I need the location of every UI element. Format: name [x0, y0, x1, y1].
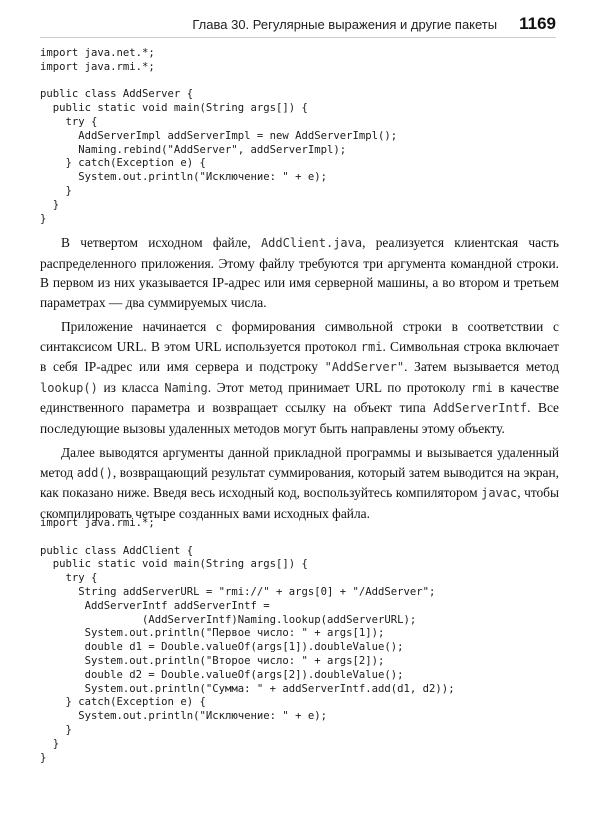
- code-line: }: [40, 751, 47, 764]
- code-line: }: [40, 198, 60, 211]
- inline-code: AddServerIntf: [433, 401, 528, 415]
- code-line: public static void main(String args[]) {: [40, 558, 308, 571]
- code-line: [40, 531, 455, 545]
- code-block-addserver: [40, 47, 397, 226]
- code-line: public static void main(String args[]) {: [40, 102, 308, 115]
- paragraph: Приложение начинается с формирования символьной строки в соответствии с синтаксисом URL. В этом URL используется протокол rmi. Символьная строка включает в себя IP-адрес или имя сервера и подстроку "AddServer". Затем вызывается метод lookup() из класса Naming. Этот метод принимает URL по протоколу rmi в качестве единственного параметра и возвращает ссылку на объект типа AddServerIntf. Все последующие вызовы удаленных методов могут быть направлены этому объекту.: [40, 319, 560, 436]
- code-line: try {: [40, 572, 98, 585]
- code-line: }: [40, 212, 47, 225]
- inline-code: rmi: [470, 380, 493, 395]
- code-line: import java.rmi.*;: [40, 60, 155, 73]
- page-number: 1169: [519, 14, 556, 33]
- code-line: AddServerIntf addServerIntf =: [40, 599, 270, 612]
- inline-code: rmi: [360, 339, 383, 354]
- inline-code: javac: [481, 486, 518, 500]
- code-line: System.out.println("Второе число: " + args[2]);: [40, 654, 385, 667]
- code-line: (AddServerIntf)Naming.lookup(addServerURL);: [40, 613, 417, 626]
- code-line: [40, 75, 397, 89]
- body-text: [40, 233, 559, 528]
- code-line: double d2 = Double.valueOf(args[2]).doubleValue();: [40, 668, 404, 681]
- code-line: try {: [40, 115, 98, 128]
- code-line: }: [40, 723, 72, 736]
- code-line: String addServerURL = "rmi://" + args[0] + "/AddServer";: [40, 585, 436, 598]
- code-line: public class AddClient {: [40, 544, 194, 557]
- code-line: System.out.println("Исключение: " + e);: [40, 171, 328, 184]
- code-line: System.out.println("Первое число: " + args[1]);: [40, 627, 385, 640]
- code-line: AddServerImpl addServerImpl = new AddServerImpl();: [40, 129, 398, 142]
- paragraph: Далее выводятся аргументы данной прикладной программы и вызывается удаленный метод add(), возвращающий результат суммирования, который затем выводится на экран, как показано ниже. Введя весь исходный код, воспользуйтесь компилятором javac, чтобы скомпилировать четыре созданных вами исходных файла.: [40, 445, 559, 521]
- code-line: } catch(Exception e) {: [40, 157, 206, 170]
- running-header: [192, 14, 556, 34]
- inline-code: "AddServer": [324, 360, 405, 374]
- code-line: import java.rmi.*;: [40, 517, 155, 529]
- code-line: double d1 = Double.valueOf(args[1]).doubleValue();: [40, 641, 404, 654]
- inline-code: lookup(): [40, 380, 98, 395]
- paragraph: В четвертом исходном файле, AddClient.java, реализуется клиентская часть распределенного приложения. Этому файлу требуются три аргумента командной строки. В первом из них указывается IP-адрес или имя серверной машины, а во втором и третьем параметрах — два суммируемых числа.: [40, 235, 559, 310]
- code-line: import java.net.*;: [40, 47, 155, 59]
- code-line: public class AddServer {: [40, 88, 194, 101]
- inline-code: add(): [76, 465, 113, 480]
- inline-code: AddClient.java: [260, 236, 363, 250]
- code-line: } catch(Exception e) {: [40, 696, 206, 709]
- code-block-addclient: [40, 517, 455, 765]
- code-line: }: [40, 184, 72, 197]
- inline-code: Naming: [164, 380, 208, 395]
- chapter-title: Глава 30. Регулярные выражения и другие пакеты: [192, 17, 498, 32]
- code-line: Naming.rebind("AddServer", addServerImpl);: [40, 143, 347, 156]
- header-divider: [40, 37, 556, 38]
- code-line: }: [40, 737, 60, 750]
- code-line: System.out.println("Сумма: " + addServerIntf.add(d1, d2));: [40, 682, 455, 695]
- code-line: System.out.println("Исключение: " + e);: [40, 710, 328, 723]
